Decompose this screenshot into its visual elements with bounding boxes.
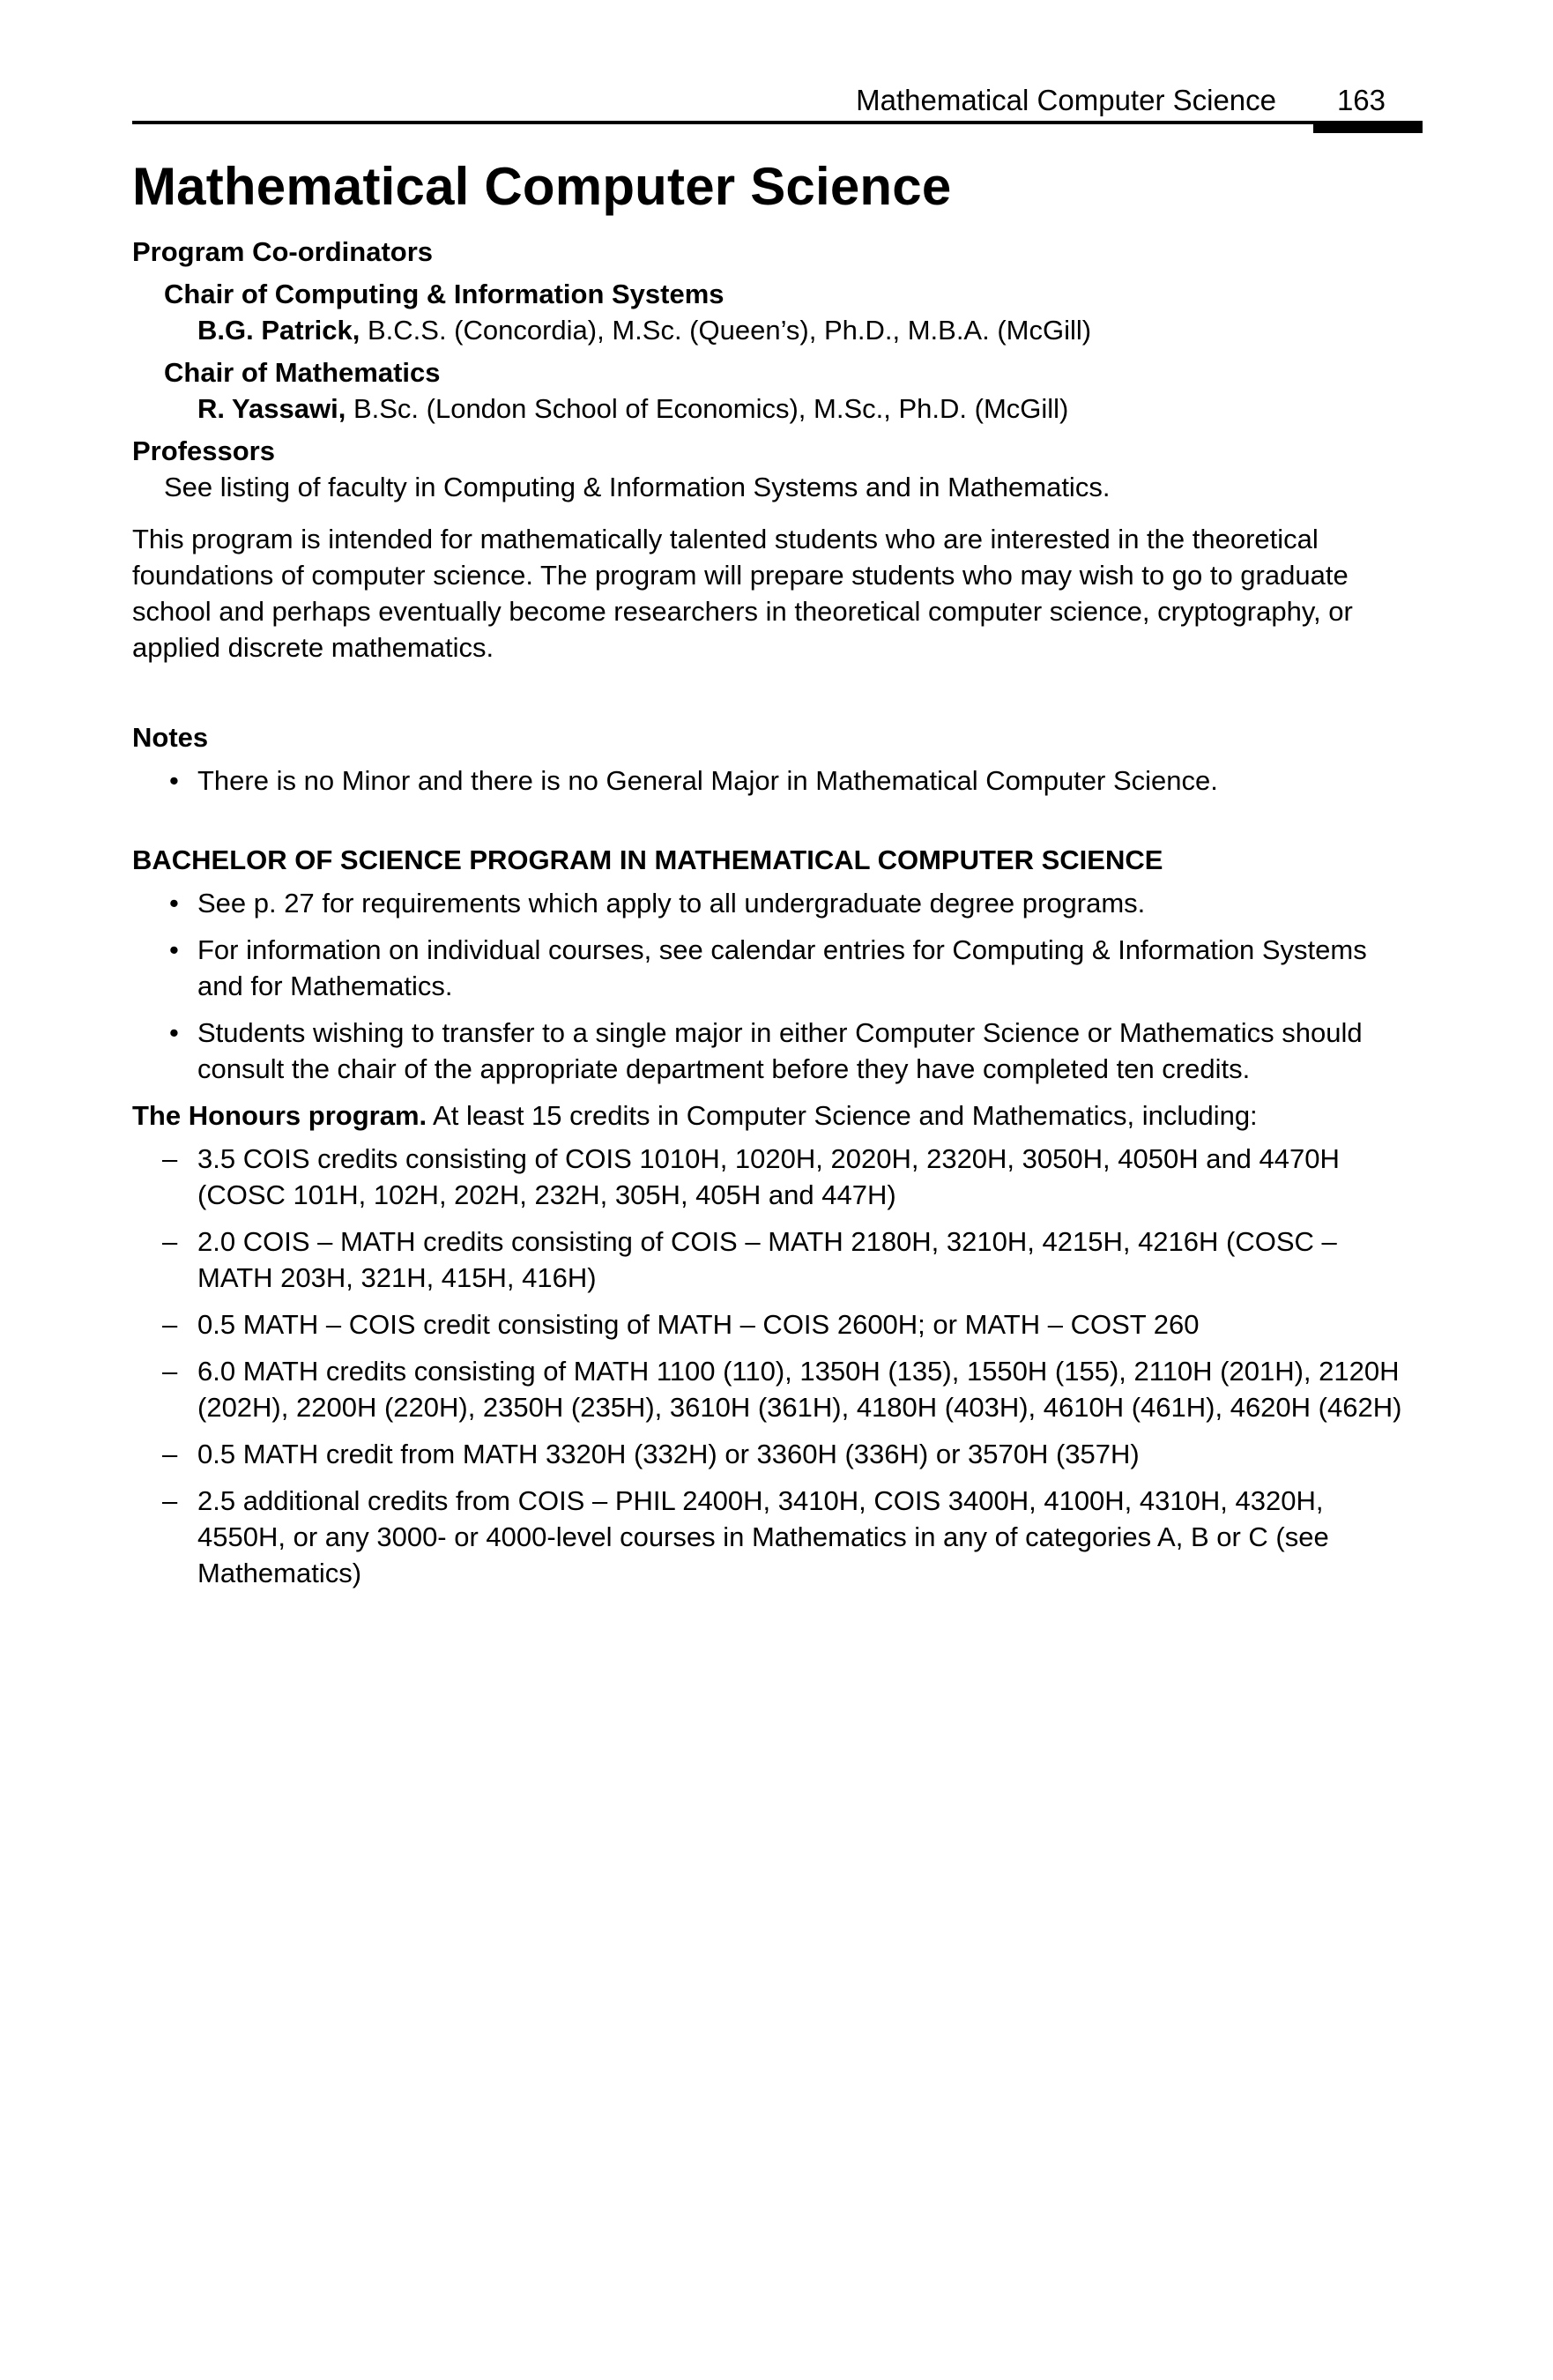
- list-item-text: 2.0 COIS – MATH credits consisting of COIS – MATH 2180H, 3210H, 4215H, 4216H (COSC – MATH 203H, 321H, 415H, 416H): [197, 1226, 1337, 1293]
- header-tab-bar: [1313, 121, 1423, 133]
- list-item: [132, 1306, 1419, 1342]
- running-header-title: Mathematical Computer Science: [856, 84, 1276, 116]
- list-item: [132, 762, 1419, 799]
- list-item: [132, 932, 1419, 1004]
- list-item-text: See p. 27 for requirements which apply to all undergraduate degree programs.: [197, 888, 1146, 919]
- bullet-icon: •: [169, 765, 179, 796]
- list-item: [132, 1353, 1419, 1425]
- notes-list: [132, 762, 1419, 799]
- professors-text: See listing of faculty in Computing & Information Systems and in Mathematics.: [164, 472, 1111, 502]
- honours-requirements-list: [132, 1141, 1419, 1591]
- list-item: [132, 1141, 1419, 1213]
- page-content: [132, 153, 1419, 1602]
- running-header: [132, 78, 1419, 134]
- bullet-icon: •: [169, 934, 179, 965]
- dash-icon: –: [162, 1356, 178, 1387]
- dash-icon: –: [162, 1143, 178, 1174]
- bullet-icon: •: [169, 888, 179, 919]
- list-item-text: 6.0 MATH credits consisting of MATH 1100 (110), 1350H (135), 1550H (155), 2110H (201H), 2120H (202H), 2200H (220H), 2350H (235H), 3610H (361H), 4180H (403H), 4610H (461H), 4620H (462H): [197, 1356, 1402, 1423]
- page-number: 163: [1336, 84, 1386, 116]
- chair-role: Chair of Mathematics: [164, 357, 441, 388]
- document-page: [132, 0, 1419, 2380]
- header-rule: [132, 121, 1421, 124]
- list-item-text: 3.5 COIS credits consisting of COIS 1010H, 1020H, 2020H, 2320H, 3050H, 4050H and 4470H (COSC 101H, 102H, 202H, 232H, 305H, 405H and 447H): [197, 1143, 1340, 1210]
- chair-name: B.G. Patrick,: [197, 315, 360, 346]
- professors-label: Professors: [132, 435, 275, 466]
- chair-role: Chair of Computing & Information Systems: [164, 279, 724, 309]
- list-item-text: 0.5 MATH – COIS credit consisting of MATH – COIS 2600H; or MATH – COST 260: [197, 1309, 1200, 1340]
- list-item: [132, 1223, 1419, 1296]
- intro-paragraph: This program is intended for mathematically talented students who are interested in the theoretical foundations of computer science. The program will prepare students who may wish to go to graduate school and perhaps eventually become researchers in theoretical computer science, cryptography, or applied discrete mathematics.: [132, 524, 1353, 663]
- list-item: [132, 885, 1419, 921]
- list-item: [132, 1015, 1419, 1087]
- dash-icon: –: [162, 1439, 178, 1469]
- notes-heading: Notes: [132, 722, 209, 753]
- list-item-text: For information on individual courses, see calendar entries for Computing & Information Systems and for Mathematics.: [197, 934, 1367, 1001]
- honours-intro: [132, 1097, 1419, 1134]
- chair-entry: [132, 390, 1419, 427]
- chair-name: R. Yassawi,: [197, 393, 346, 424]
- chair-credentials: B.Sc. (London School of Economics), M.Sc., Ph.D. (McGill): [346, 393, 1069, 424]
- chair-entry: [132, 312, 1419, 348]
- bsc-requirements-list: [132, 885, 1419, 1087]
- coordinators-label: Program Co-ordinators: [132, 236, 434, 267]
- honours-lead: The Honours program.: [132, 1100, 427, 1131]
- dash-icon: –: [162, 1309, 178, 1340]
- dash-icon: –: [162, 1485, 178, 1516]
- page-title: Mathematical Computer Science: [132, 157, 952, 216]
- list-item: [132, 1483, 1419, 1591]
- list-item-text: There is no Minor and there is no General Major in Mathematical Computer Science.: [197, 765, 1218, 796]
- list-item-text: 2.5 additional credits from COIS – PHIL 2400H, 3410H, COIS 3400H, 4100H, 4310H, 4320H, 4550H, or any 3000- or 4000-level courses in Mathematics in any of categories A, B or C (see Mathematics): [197, 1485, 1329, 1588]
- list-item-text: 0.5 MATH credit from MATH 3320H (332H) or 3360H (336H) or 3570H (357H): [197, 1439, 1140, 1469]
- dash-icon: –: [162, 1226, 178, 1257]
- list-item-text: Students wishing to transfer to a single major in either Computer Science or Mathematics should consult the chair of the appropriate department before they have completed ten credits.: [197, 1017, 1363, 1084]
- bsc-heading: BACHELOR OF SCIENCE PROGRAM IN MATHEMATICAL COMPUTER SCIENCE: [132, 844, 1163, 875]
- list-item: [132, 1436, 1419, 1472]
- chair-credentials: B.C.S. (Concordia), M.Sc. (Queen’s), Ph.D., M.B.A. (McGill): [360, 315, 1092, 346]
- bullet-icon: •: [169, 1017, 179, 1048]
- honours-text: At least 15 credits in Computer Science and Mathematics, including:: [427, 1100, 1258, 1131]
